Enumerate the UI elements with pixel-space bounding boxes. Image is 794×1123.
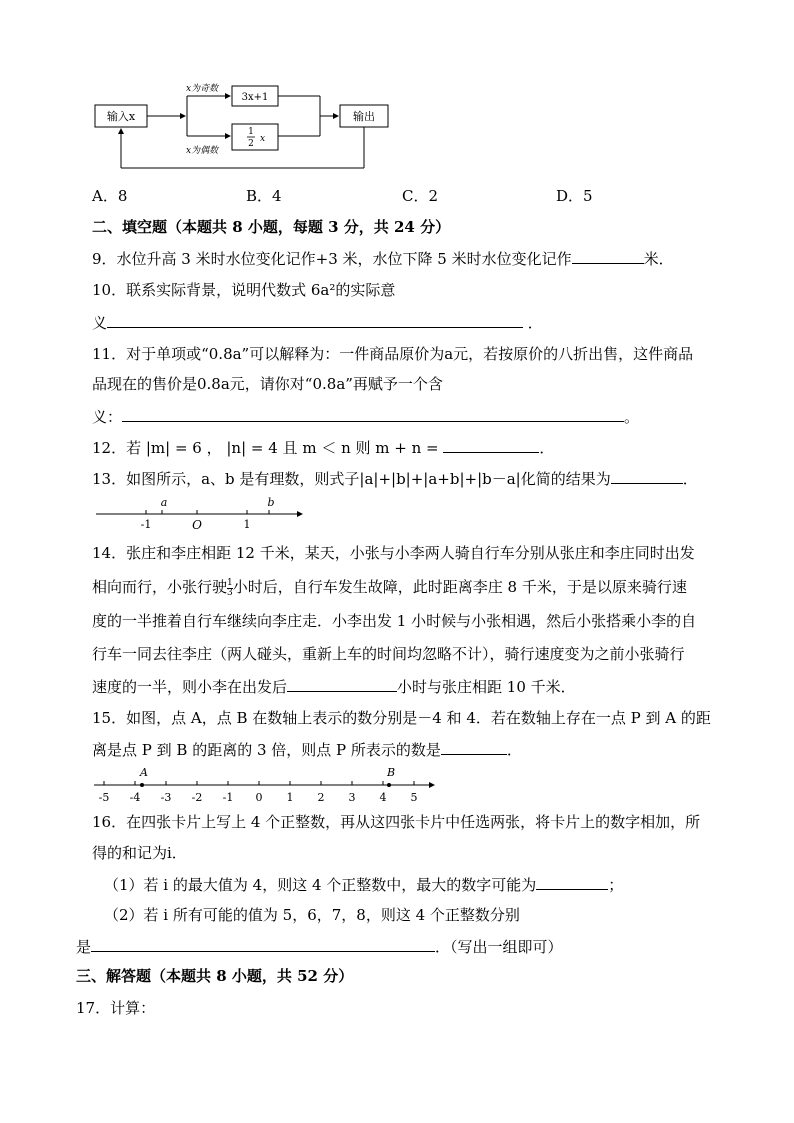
q14-line3: 度的一半推着自行车继续向李庄走．小李出发 1 小时候与小张相遇，然后小张搭乘小李的自: [92, 612, 697, 630]
q11-end: 。: [624, 408, 640, 426]
q16-sub1: [104, 874, 623, 895]
q10-line1: 10．联系实际背景，说明代数式 6a²的实际意: [92, 281, 396, 299]
q9-blank[interactable]: [572, 248, 644, 264]
q14-blank[interactable]: [287, 676, 397, 692]
q15-end: ．: [506, 741, 522, 759]
q13-blank[interactable]: [611, 468, 683, 484]
option-d: D．5: [556, 187, 593, 205]
q14-frac-num: 1: [227, 577, 233, 588]
q16-sub2-blank[interactable]: [91, 936, 435, 952]
q11-line3: [92, 406, 639, 427]
q14-line1: 14．张庄和李庄相距 12 千米，某天，小张与小李两人骑自行车分别从张庄和李庄同时出发: [92, 544, 695, 562]
q14-line5: [92, 676, 576, 697]
q15-tick-label: -5: [98, 791, 110, 804]
q15-point-b-label: B: [386, 766, 396, 779]
option-b: B．4: [246, 187, 282, 205]
q16-sub1-blank[interactable]: [536, 874, 608, 890]
section2-heading: 二、填空题（本题共 8 小题，每题 3 分，共 24 分）: [92, 218, 451, 236]
q13-point-a-label: a: [160, 496, 168, 509]
q16-sub2-end: ．（写出一组即可）: [435, 938, 563, 956]
q14-line5-start: 速度的一半，则小李在出发后: [92, 678, 288, 696]
even-op-den: 2: [248, 139, 254, 149]
q12-text: 12．若 |m| = 6 ， |n| = 4 且 m ＜ n 则 m + n =: [92, 439, 439, 457]
q15-ticks: [99, 781, 418, 804]
q14-line2-b: 小时后，自行车发生故障，此时距离李庄 8 千米，于是以原来骑行速: [232, 578, 687, 596]
q11-line2: 品现在的售价是0.8a元，请你对“0.8a”再赋予一个含: [92, 375, 443, 393]
q9-text: 9．水位升高 3 米时水位变化记作+3 米，水位下降 5 米时水位变化记作: [92, 250, 572, 268]
q15-tick-label: 2: [317, 791, 325, 804]
q11-blank[interactable]: [122, 406, 624, 422]
q10-line2-start: 义: [92, 314, 108, 332]
q15-blank[interactable]: [441, 739, 507, 755]
q12: [92, 437, 554, 458]
q11-line3-start: 义：: [92, 408, 123, 426]
q13-number-line: [92, 494, 312, 532]
q15-line2-start: 离是点 P 到 B 的距离的 3 倍，则点 P 所表示的数是: [92, 741, 441, 759]
q15-point-a-dot: [140, 783, 144, 787]
q16-sub2-line2: [76, 936, 563, 957]
output-label: 输出: [353, 110, 375, 123]
q16-sub1-end: ；: [608, 876, 624, 894]
q15-tick-label: 5: [410, 791, 418, 804]
q12-end: ．: [539, 439, 555, 457]
q13-tick-label-neg1: -1: [140, 518, 152, 531]
q16-sub1-start: （1）若 i 的最大值为 4，则这 4 个正整数中，最大的数字可能为: [104, 876, 537, 894]
q13: [92, 468, 698, 489]
q16-sub2: （2）若 i 所有可能的值为 5，6，7，8，则这 4 个正整数分别: [104, 906, 520, 924]
even-condition-label: x为偶数: [186, 146, 219, 156]
q13-end: ．: [682, 470, 698, 488]
section3-heading: 三、解答题（本题共 8 小题，共 52 分）: [76, 967, 354, 985]
q14-line2-a: 相向而行，小张行驶: [92, 578, 228, 596]
q15-line2: [92, 739, 522, 760]
q15-point-a-label: A: [140, 766, 148, 779]
q12-blank[interactable]: [443, 437, 539, 453]
q13-text: 13．如图所示，a、b 是有理数，则式子|a|+|b|+|a+b|+|b－a|化简的结果为: [92, 470, 611, 488]
q15-tick-label: 0: [255, 791, 263, 804]
q15-tick-label: 3: [348, 791, 356, 804]
q14-line5-end: 小时与张庄相距 10 千米．: [397, 678, 576, 696]
q14-line4: 行车一同去往李庄（两人碰头，重新上车的时间均忽略不计），骑行速度变为之前小张骑行: [92, 645, 685, 663]
q10-blank[interactable]: [107, 312, 523, 328]
q15-tick-label: -1: [222, 791, 234, 804]
q15-tick-label: 4: [379, 791, 387, 804]
q9-end: 米．: [643, 250, 674, 268]
flowchart: [90, 78, 400, 172]
q13-tick-label-1: 1: [243, 518, 251, 531]
even-op-num: 1: [248, 127, 254, 137]
q16-sub2-line2-start: 是: [76, 938, 92, 956]
q16-line2: 得的和记为i．: [92, 844, 187, 862]
q10-line2: [92, 312, 543, 333]
odd-op-label: 3x+1: [241, 92, 269, 103]
input-label: 输入x: [106, 110, 136, 123]
q13-tick-label-origin: O: [192, 518, 202, 532]
option-a: A．8: [92, 187, 128, 205]
q11-line1: 11．对于单项或“0.8a”可以解释为：一件商品原价为a元，若按原价的八折出售，这件商品: [92, 345, 694, 363]
q15-tick-label: -3: [160, 791, 172, 804]
q15-tick-label: 1: [286, 791, 294, 804]
q15-tick-label: -4: [129, 791, 141, 804]
q16-line1: 16．在四张卡片上写上 4 个正整数，再从这四张卡片中任选两张，将卡片上的数字相加，所: [92, 813, 701, 831]
q13-point-b-label: b: [267, 496, 275, 509]
q15-number-line: [92, 764, 438, 806]
q10-end: ．: [527, 314, 543, 332]
q9: [92, 248, 674, 269]
even-op-var: x: [260, 134, 266, 144]
q14-line2: [92, 577, 687, 598]
q15-tick-label: -2: [191, 791, 203, 804]
q15-point-b-dot: [387, 783, 391, 787]
odd-condition-label: x为奇数: [186, 84, 219, 94]
q14-frac-den: 3: [227, 587, 233, 598]
q17: 17．计算：: [76, 999, 156, 1017]
option-c: C．2: [402, 187, 439, 205]
q15-line1: 15．如图，点 A，点 B 在数轴上表示的数分别是－4 和 4．若在数轴上存在一点 P 到 A 的距: [92, 709, 711, 727]
